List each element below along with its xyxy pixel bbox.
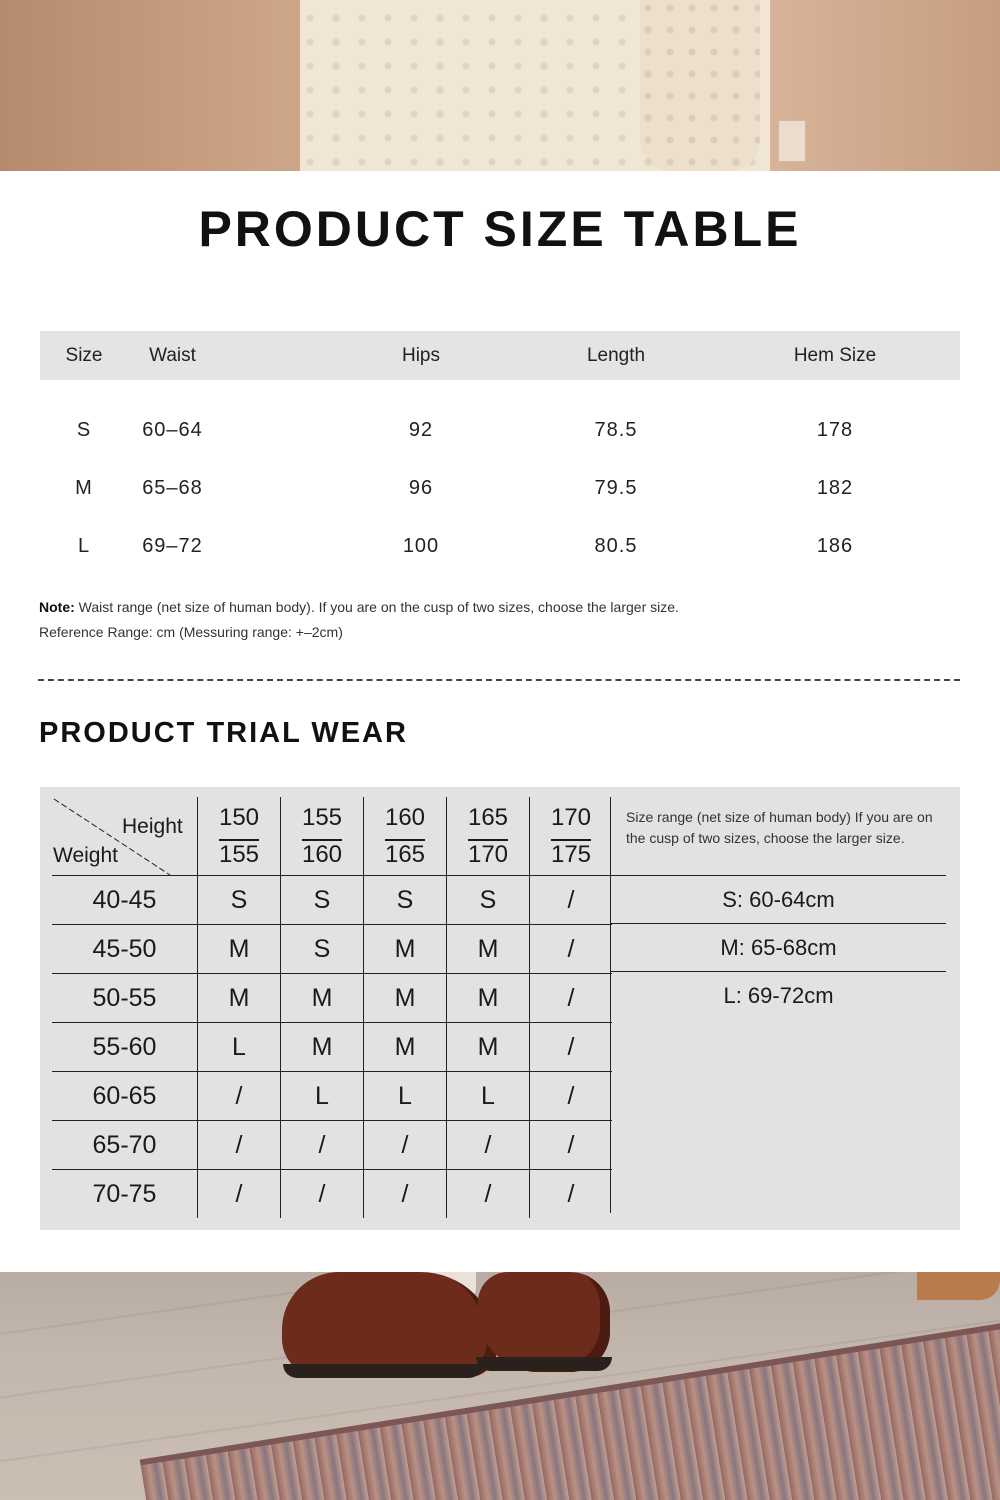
- cell-waist: 60–64: [142, 418, 203, 441]
- size-cell: /: [530, 974, 613, 1023]
- size-range-l: L: 69-72cm: [611, 971, 946, 1019]
- weight-row: [52, 925, 612, 974]
- size-cell: /: [281, 1170, 364, 1219]
- size-cell: M: [281, 1023, 364, 1072]
- trial-wear-grid: [52, 797, 612, 1218]
- weight-cell: 60-65: [52, 1072, 198, 1121]
- cell-hem-size: 182: [816, 476, 854, 499]
- size-cell: S: [447, 876, 530, 925]
- size-range-panel: [610, 797, 946, 1213]
- height-range-cell: 170 175: [530, 797, 613, 876]
- bottom-product-photo: [0, 1272, 1000, 1500]
- size-cell: /: [281, 1121, 364, 1170]
- weight-cell: 65-70: [52, 1121, 198, 1170]
- cell-size: L: [77, 534, 91, 557]
- top-product-photo: [0, 0, 1000, 171]
- cell-size: S: [76, 418, 92, 441]
- header-length: Length: [586, 344, 646, 366]
- size-table-header: [40, 331, 960, 380]
- size-table-body: [40, 401, 960, 575]
- cell-length: 79.5: [594, 476, 638, 499]
- weight-row: [52, 1072, 612, 1121]
- weight-cell: 70-75: [52, 1170, 198, 1219]
- size-cell: /: [530, 1170, 613, 1219]
- height-range-cell: 165 170: [447, 797, 530, 876]
- diagonal-header-cell: [52, 797, 198, 876]
- size-cell: L: [281, 1072, 364, 1121]
- dashed-divider: [38, 679, 960, 681]
- size-range-note: Size range (net size of human body) If you are on the cusp of two sizes, choose the larger size.: [626, 809, 933, 846]
- cell-hips: 96: [408, 476, 434, 499]
- header-waist: Waist: [149, 344, 196, 366]
- size-cell: M: [364, 925, 447, 974]
- weight-cell: 55-60: [52, 1023, 198, 1072]
- trial-wear-title: PRODUCT TRIAL WEAR: [39, 717, 408, 749]
- note-label: Note:: [39, 599, 75, 615]
- size-cell: M: [364, 974, 447, 1023]
- size-cell: /: [198, 1072, 281, 1121]
- size-range-s: S: 60-64cm: [611, 875, 946, 923]
- left-loafer-image: [282, 1272, 497, 1377]
- weight-row: [52, 974, 612, 1023]
- table-row: [40, 459, 960, 517]
- size-cell: /: [198, 1121, 281, 1170]
- size-cell: L: [447, 1072, 530, 1121]
- size-cell: M: [281, 974, 364, 1023]
- size-range-m: M: 65-68cm: [611, 923, 946, 971]
- cell-hips: 100: [402, 534, 440, 557]
- cell-length: 78.5: [594, 418, 638, 441]
- right-sole-image: [476, 1357, 612, 1371]
- left-sole-image: [283, 1364, 483, 1378]
- height-header-row: [52, 797, 612, 876]
- table-row: [40, 401, 960, 459]
- size-cell: /: [530, 1023, 613, 1072]
- size-range-filler: [611, 1019, 946, 1213]
- size-cell: M: [198, 974, 281, 1023]
- size-cell: M: [364, 1023, 447, 1072]
- size-cell: S: [364, 876, 447, 925]
- table-row: [40, 517, 960, 575]
- size-cell: M: [447, 1023, 530, 1072]
- size-cell: /: [530, 925, 613, 974]
- size-cell: M: [447, 925, 530, 974]
- weight-cell: 50-55: [52, 974, 198, 1023]
- size-cell: /: [447, 1121, 530, 1170]
- weight-row: [52, 876, 612, 925]
- sweater-sleeve-image: [640, 0, 760, 171]
- size-cell: L: [364, 1072, 447, 1121]
- header-hips: Hips: [401, 344, 440, 366]
- header-size: Size: [65, 344, 103, 366]
- size-cell: /: [530, 876, 613, 925]
- height-range-cell: 160 165: [364, 797, 447, 876]
- size-cell: L: [198, 1023, 281, 1072]
- reference-range: Reference Range: cm (Messuring range: +–2cm): [39, 624, 343, 640]
- trial-wear-panel: [40, 787, 960, 1230]
- size-cell: /: [530, 1072, 613, 1121]
- size-table: [40, 331, 960, 575]
- size-cell: /: [198, 1170, 281, 1219]
- weight-row: [52, 1023, 612, 1072]
- cell-waist: 65–68: [142, 476, 203, 499]
- size-note: [39, 595, 679, 645]
- weight-row: [52, 1170, 612, 1219]
- size-cell: /: [364, 1170, 447, 1219]
- height-range-cell: 150 155: [198, 797, 281, 876]
- weight-cell: 45-50: [52, 925, 198, 974]
- note-line: [39, 595, 679, 620]
- weight-cell: 40-45: [52, 876, 198, 925]
- cell-waist: 69–72: [142, 534, 203, 557]
- size-cell: M: [198, 925, 281, 974]
- size-cell: M: [447, 974, 530, 1023]
- cell-hips: 92: [408, 418, 434, 441]
- size-cell: S: [281, 876, 364, 925]
- weight-row: [52, 1121, 612, 1170]
- furniture-leg-image: [917, 1272, 1000, 1300]
- size-cell: /: [530, 1121, 613, 1170]
- cell-hem-size: 186: [816, 534, 854, 557]
- size-cell: /: [447, 1170, 530, 1219]
- height-label: Height: [122, 815, 183, 838]
- cell-size: M: [75, 476, 93, 499]
- weight-label: Weight: [53, 844, 118, 867]
- cell-hem-size: 178: [816, 418, 854, 441]
- height-range-cell: 155 160: [281, 797, 364, 876]
- header-hem-size: Hem Size: [793, 344, 877, 366]
- cell-length: 80.5: [594, 534, 638, 557]
- size-table-title: PRODUCT SIZE TABLE: [198, 201, 802, 257]
- note-text: Waist range (net size of human body). If you are on the cusp of two sizes, choose the larger size.: [74, 599, 679, 615]
- size-cell: S: [198, 876, 281, 925]
- size-cell: /: [364, 1121, 447, 1170]
- size-cell: S: [281, 925, 364, 974]
- wall-outlet-image: [778, 120, 806, 162]
